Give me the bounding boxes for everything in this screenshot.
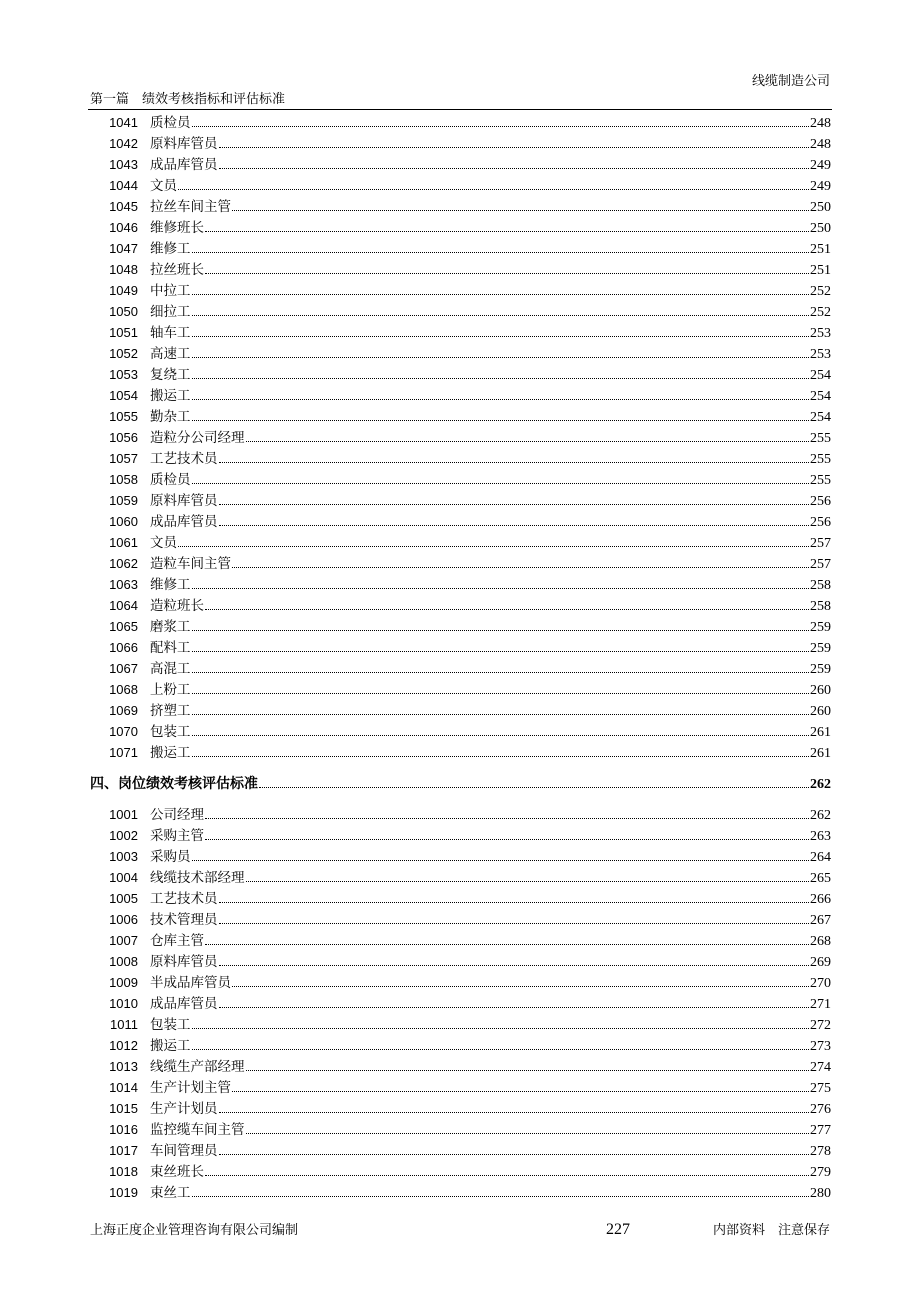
entry-title: 轴车工	[150, 325, 191, 341]
entry-title: 质检员	[150, 115, 191, 131]
footer-notice: 内部资料 注意保存	[712, 1223, 830, 1238]
entry-title: 维修工	[150, 577, 191, 593]
entry-title: 线缆技术部经理	[150, 870, 245, 886]
entry-title: 原料库管员	[150, 493, 218, 509]
entry-number: 1043	[109, 157, 138, 172]
dot-leader	[192, 483, 810, 484]
dot-leader	[205, 839, 809, 840]
toc-entry[interactable]	[90, 993, 831, 1014]
toc-entry[interactable]	[90, 637, 831, 658]
dot-leader	[192, 126, 810, 127]
entry-page: 256	[810, 494, 831, 509]
entry-title: 束丝工	[150, 1185, 191, 1201]
dot-leader	[219, 1007, 810, 1008]
toc-entry[interactable]	[90, 700, 831, 721]
entry-title: 挤塑工	[150, 703, 191, 719]
entry-page: 254	[810, 368, 831, 383]
entry-page: 248	[810, 137, 831, 152]
entry-number: 1045	[109, 199, 138, 214]
entry-number: 1050	[109, 304, 138, 319]
toc-entry[interactable]	[90, 322, 831, 343]
entry-page: 273	[810, 1039, 831, 1054]
entry-title: 原料库管员	[150, 954, 218, 970]
entry-number: 1016	[109, 1122, 138, 1137]
dot-leader	[192, 860, 810, 861]
toc-entry[interactable]	[90, 1056, 831, 1077]
toc-entry[interactable]	[90, 406, 831, 427]
entry-title: 拉丝班长	[150, 262, 204, 278]
entry-page: 250	[810, 221, 831, 236]
entry-number: 1053	[109, 367, 138, 382]
entry-page: 260	[810, 704, 831, 719]
entry-title: 质检员	[150, 472, 191, 488]
entry-number: 1003	[109, 849, 138, 864]
toc-entry[interactable]	[90, 133, 831, 154]
entry-number: 1069	[109, 703, 138, 718]
entry-title: 生产计划员	[150, 1101, 218, 1117]
page-number: 227	[606, 1221, 630, 1238]
entry-page: 254	[810, 410, 831, 425]
entry-number: 1008	[109, 954, 138, 969]
entry-number: 1059	[109, 493, 138, 508]
entry-title: 搬运工	[150, 388, 191, 404]
entry-page: 275	[810, 1081, 831, 1096]
dot-leader	[219, 525, 810, 526]
entry-title: 原料库管员	[150, 136, 218, 152]
entry-page: 279	[810, 1165, 831, 1180]
entry-number: 1019	[109, 1185, 138, 1200]
entry-number: 1049	[109, 283, 138, 298]
toc-entry[interactable]	[90, 574, 831, 595]
entry-page: 258	[810, 578, 831, 593]
toc-entry[interactable]	[90, 427, 831, 448]
entry-page: 255	[810, 452, 831, 467]
toc-entry[interactable]	[90, 658, 831, 679]
entry-page: 255	[810, 473, 831, 488]
entry-page: 278	[810, 1144, 831, 1159]
dot-leader	[192, 252, 810, 253]
dot-leader	[192, 693, 810, 694]
chapter-title: 第一篇 绩效考核指标和评估标准	[90, 92, 286, 107]
dot-leader	[219, 902, 810, 903]
entry-page: 263	[810, 829, 831, 844]
toc-entry[interactable]	[90, 951, 831, 972]
entry-title: 搬运工	[150, 1038, 191, 1054]
dot-leader	[219, 504, 810, 505]
entry-number: 1044	[109, 178, 138, 193]
entry-page: 265	[810, 871, 831, 886]
entry-title: 高速工	[150, 346, 191, 362]
dot-leader	[178, 546, 809, 547]
toc-entry[interactable]	[90, 930, 831, 951]
dot-leader	[178, 189, 809, 190]
entry-page: 262	[810, 808, 831, 823]
entry-title: 细拉工	[150, 304, 191, 320]
toc-entry[interactable]	[90, 1035, 831, 1056]
dot-leader	[219, 1154, 810, 1155]
dot-leader	[205, 1175, 809, 1176]
entry-title: 束丝班长	[150, 1164, 204, 1180]
dot-leader	[192, 630, 810, 631]
dot-leader	[246, 881, 810, 882]
entry-page: 254	[810, 389, 831, 404]
toc-entry[interactable]	[90, 1014, 831, 1035]
toc-entry[interactable]	[90, 385, 831, 406]
entry-title: 造粒分公司经理	[150, 430, 245, 446]
dot-leader	[232, 567, 809, 568]
entry-page: 271	[810, 997, 831, 1012]
entry-page: 261	[810, 725, 831, 740]
dot-leader	[205, 818, 809, 819]
dot-leader	[246, 441, 810, 442]
entry-number: 1071	[109, 745, 138, 760]
toc-entry[interactable]	[90, 846, 831, 867]
dot-leader	[192, 336, 810, 337]
entry-title: 磨浆工	[150, 619, 191, 635]
entry-number: 1058	[109, 472, 138, 487]
entry-page: 257	[810, 536, 831, 551]
entry-title: 成品库管员	[150, 157, 218, 173]
entry-title: 维修班长	[150, 220, 204, 236]
entry-number: 1054	[109, 388, 138, 403]
entry-number: 1013	[109, 1059, 138, 1074]
dot-leader	[192, 1028, 810, 1029]
entry-page: 249	[810, 158, 831, 173]
entry-number: 1051	[109, 325, 138, 340]
entry-number: 1002	[109, 828, 138, 843]
entry-page: 277	[810, 1123, 831, 1138]
entry-page: 269	[810, 955, 831, 970]
dot-leader	[219, 147, 810, 148]
toc-entry[interactable]	[90, 1182, 831, 1203]
dot-leader	[205, 231, 809, 232]
entry-title: 造粒车间主管	[150, 556, 231, 572]
entry-page: 252	[810, 305, 831, 320]
entry-number: 1047	[109, 241, 138, 256]
dot-leader	[246, 1070, 810, 1071]
toc-list-part-2	[90, 804, 831, 1203]
dot-leader	[192, 672, 810, 673]
toc-entry[interactable]	[90, 301, 831, 322]
entry-page: 257	[810, 557, 831, 572]
dot-leader	[232, 210, 809, 211]
entry-page: 251	[810, 242, 831, 257]
entry-number: 1063	[109, 577, 138, 592]
toc-entry[interactable]	[90, 511, 831, 532]
entry-number: 1042	[109, 136, 138, 151]
entry-page: 248	[810, 116, 831, 131]
dot-leader	[219, 462, 810, 463]
entry-number: 1052	[109, 346, 138, 361]
entry-page: 276	[810, 1102, 831, 1117]
dot-leader	[192, 315, 810, 316]
entry-title: 勤杂工	[150, 409, 191, 425]
entry-number: 1066	[109, 640, 138, 655]
dot-leader	[232, 986, 809, 987]
entry-title: 复绕工	[150, 367, 191, 383]
entry-page: 266	[810, 892, 831, 907]
entry-page: 270	[810, 976, 831, 991]
entry-number: 1041	[109, 115, 138, 130]
toc-entry[interactable]	[90, 196, 831, 217]
toc-entry[interactable]	[90, 825, 831, 846]
entry-page: 267	[810, 913, 831, 928]
toc-entry[interactable]	[90, 1098, 831, 1119]
toc-entry[interactable]	[90, 888, 831, 909]
entry-title: 线缆生产部经理	[150, 1059, 245, 1075]
entry-page: 253	[810, 347, 831, 362]
toc-entry[interactable]	[90, 1119, 831, 1140]
entry-number: 1005	[109, 891, 138, 906]
entry-number: 1064	[109, 598, 138, 613]
entry-title: 中拉工	[150, 283, 191, 299]
dot-leader	[192, 1196, 810, 1197]
toc-entry[interactable]	[90, 553, 831, 574]
entry-number: 1061	[109, 535, 138, 550]
dot-leader	[219, 923, 810, 924]
toc-entry[interactable]	[90, 1140, 831, 1161]
dot-leader	[205, 273, 809, 274]
dot-leader	[192, 420, 810, 421]
entry-page: 259	[810, 662, 831, 677]
entry-title: 文员	[150, 178, 177, 194]
dot-leader	[192, 378, 810, 379]
toc-entry[interactable]	[90, 1077, 831, 1098]
entry-page: 258	[810, 599, 831, 614]
entry-page: 249	[810, 179, 831, 194]
entry-number: 1001	[109, 807, 138, 822]
dot-leader	[192, 756, 810, 757]
section-title: 四、岗位绩效考核评估标准	[90, 776, 258, 792]
entry-title: 高混工	[150, 661, 191, 677]
table-of-contents	[90, 112, 831, 1203]
entry-page: 264	[810, 850, 831, 865]
dot-leader	[219, 1112, 810, 1113]
entry-number: 1009	[109, 975, 138, 990]
entry-title: 造粒班长	[150, 598, 204, 614]
entry-title: 工艺技术员	[150, 891, 218, 907]
entry-number: 1062	[109, 556, 138, 571]
entry-number: 1057	[109, 451, 138, 466]
entry-title: 监控缆车间主管	[150, 1122, 245, 1138]
entry-title: 配料工	[150, 640, 191, 656]
dot-leader	[192, 294, 810, 295]
entry-title: 采购员	[150, 849, 191, 865]
dot-leader	[205, 609, 809, 610]
toc-entry[interactable]	[90, 867, 831, 888]
toc-entry[interactable]	[90, 217, 831, 238]
dot-leader	[192, 651, 810, 652]
dot-leader	[192, 357, 810, 358]
entry-page: 260	[810, 683, 831, 698]
entry-number: 1056	[109, 430, 138, 445]
entry-title: 采购主管	[150, 828, 204, 844]
dot-leader	[219, 965, 810, 966]
entry-page: 256	[810, 515, 831, 530]
entry-page: 253	[810, 326, 831, 341]
dot-leader	[192, 735, 810, 736]
toc-entry[interactable]	[90, 343, 831, 364]
entry-title: 车间管理员	[150, 1143, 218, 1159]
entry-page: 251	[810, 263, 831, 278]
entry-number: 1018	[109, 1164, 138, 1179]
entry-page: 280	[810, 1186, 831, 1201]
toc-entry[interactable]	[90, 364, 831, 385]
dot-leader	[232, 1091, 809, 1092]
toc-entry[interactable]	[90, 972, 831, 993]
entry-number: 1055	[109, 409, 138, 424]
entry-page: 259	[810, 620, 831, 635]
entry-number: 1012	[109, 1038, 138, 1053]
toc-entry[interactable]	[90, 1161, 831, 1182]
toc-entry[interactable]	[90, 238, 831, 259]
toc-entry[interactable]	[90, 175, 831, 196]
toc-section-heading[interactable]	[90, 774, 831, 795]
dot-leader	[192, 399, 810, 400]
toc-entry[interactable]	[90, 595, 831, 616]
entry-title: 技术管理员	[150, 912, 218, 928]
dot-leader	[192, 588, 810, 589]
entry-title: 成品库管员	[150, 514, 218, 530]
entry-page: 255	[810, 431, 831, 446]
entry-number: 1017	[109, 1143, 138, 1158]
entry-page: 261	[810, 746, 831, 761]
entry-title: 包装工	[150, 724, 191, 740]
toc-entry[interactable]	[90, 616, 831, 637]
toc-entry[interactable]	[90, 154, 831, 175]
toc-entry[interactable]	[90, 469, 831, 490]
toc-entry[interactable]	[90, 804, 831, 825]
toc-entry[interactable]	[90, 280, 831, 301]
toc-entry[interactable]	[90, 909, 831, 930]
toc-entry[interactable]	[90, 259, 831, 280]
dot-leader	[192, 1049, 810, 1050]
entry-title: 成品库管员	[150, 996, 218, 1012]
entry-title: 拉丝车间主管	[150, 199, 231, 215]
entry-number: 1006	[109, 912, 138, 927]
entry-page: 272	[810, 1018, 831, 1033]
dot-leader	[205, 944, 809, 945]
header-rule	[88, 109, 832, 110]
entry-title: 搬运工	[150, 745, 191, 761]
toc-entry[interactable]	[90, 490, 831, 511]
entry-number: 1068	[109, 682, 138, 697]
entry-number: 1010	[109, 996, 138, 1011]
entry-page: 252	[810, 284, 831, 299]
dot-leader	[246, 1133, 810, 1134]
toc-entry[interactable]	[90, 532, 831, 553]
entry-number: 1011	[110, 1017, 138, 1032]
dot-leader	[259, 787, 809, 788]
dot-leader	[192, 714, 810, 715]
entry-page: 259	[810, 641, 831, 656]
toc-entry[interactable]	[90, 448, 831, 469]
entry-title: 生产计划主管	[150, 1080, 231, 1096]
entry-number: 1014	[109, 1080, 138, 1095]
entry-title: 上粉工	[150, 682, 191, 698]
entry-number: 1046	[109, 220, 138, 235]
toc-list-part-1	[90, 112, 831, 763]
entry-number: 1015	[109, 1101, 138, 1116]
entry-page: 268	[810, 934, 831, 949]
toc-entry[interactable]	[90, 721, 831, 742]
entry-title: 仓库主管	[150, 933, 204, 949]
entry-number: 1004	[109, 870, 138, 885]
entry-title: 文员	[150, 535, 177, 551]
entry-page: 250	[810, 200, 831, 215]
entry-page: 274	[810, 1060, 831, 1075]
toc-entry[interactable]	[90, 742, 831, 763]
entry-title: 包装工	[150, 1017, 191, 1033]
entry-number: 1007	[109, 933, 138, 948]
toc-entry[interactable]	[90, 112, 831, 133]
entry-number: 1048	[109, 262, 138, 277]
section-page: 262	[810, 777, 831, 792]
entry-number: 1070	[109, 724, 138, 739]
footer-publisher: 上海正度企业管理咨询有限公司编制	[90, 1223, 299, 1238]
entry-title: 维修工	[150, 241, 191, 257]
company-name: 线缆制造公司	[751, 74, 830, 89]
dot-leader	[219, 168, 810, 169]
entry-title: 公司经理	[150, 807, 204, 823]
entry-number: 1060	[109, 514, 138, 529]
toc-entry[interactable]	[90, 679, 831, 700]
entry-number: 1067	[109, 661, 138, 676]
entry-number: 1065	[109, 619, 138, 634]
entry-title: 工艺技术员	[150, 451, 218, 467]
entry-title: 半成品库管员	[150, 975, 231, 991]
